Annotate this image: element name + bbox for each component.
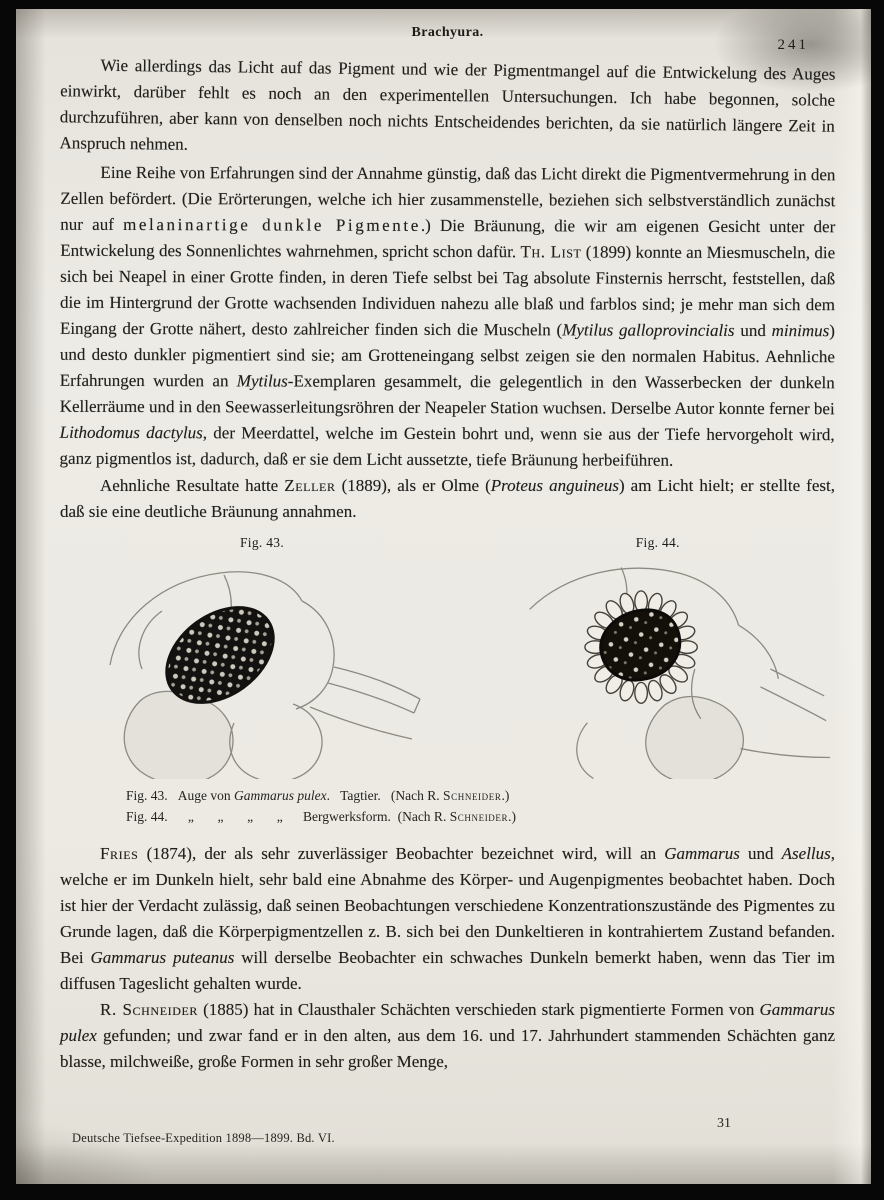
figure-caption: Fig. 43. Auge von Gammarus pulex. Tagtier. (Nach R. Schneider.) [126, 788, 510, 803]
figure-43-label: Fig. 43. [239, 535, 285, 550]
paragraph: R. Schneider (1885) hat in Clausthaler Schächten verschieden stark pigmentierte Formen von Gammarus pulex gefunden; und zwar fand er in den alten, aus dem 16. und 17. Jahrhundert stammenden Schächten ganz blasse, milchweiße, große Formen in sehr großer Menge, [60, 1000, 836, 1071]
figure-44 [470, 535, 846, 779]
figure-44-label: Fig. 44. [635, 535, 680, 550]
page-content [16, 9, 871, 1075]
figure-43 [78, 535, 446, 779]
paragraph: Aehnliche Resultate hatte Zeller (1889), als er Olme (Proteus anguineus) am Licht hielt; er stellte fest, daß sie eine deutliche Bräunung annahmen. [60, 476, 835, 521]
body-text-upper [60, 57, 835, 525]
figure-43-drawing [78, 553, 446, 779]
paragraph: Wie allerdings das Licht auf das Pigment und wie der Pigmentmangel auf die Entwickelung des Auges einwirkt, darüber fehlt es noch an den experimentellen Untersuchungen. Ich habe begonnen, solche durchzuführen, aber kann von denselben noch nichts Entscheidendes berichten, da sie natürlich längere Zeit in Anspruch nehmen. [59, 55, 836, 154]
figures-block [60, 535, 835, 779]
figure-44-drawing [470, 553, 848, 779]
page-number: 241 [777, 37, 809, 53]
page-header [60, 21, 835, 57]
figure-caption: Fig. 44. „ „ „ „ Bergwerksform. (Nach R. Schneider.) [126, 809, 516, 824]
paragraph: Fries (1874), der als sehr zuverlässiger Beobachter bezeichnet wird, will an Gammarus und Asellus, welche er im Dunkeln hielt, sehr bald eine Abnahme des Körper- und Augenpigmentes beobachtet haben. Doch ist hier der Verdacht zulässig, daß seinen Beobachtungen verschiedene Konzentrationszustände des Pigmentes zu Grunde lagen, daß die Körperpigmentzellen z. B. sich bei den Dunkeltieren in kontrahiertem Zustand befanden. Bei Gammarus puteanus will derselbe Beobachter ein schwaches Dunkeln bemerkt haben, wenn das Tier im diffusen Tageslicht gehalten wurde. [60, 844, 836, 993]
running-head: Brachyura. [411, 25, 484, 40]
figure-captions [126, 785, 835, 827]
body-text-lower [60, 841, 835, 1075]
book-page [16, 9, 871, 1184]
paragraph: Eine Reihe von Erfahrungen sind der Annahme günstig, daß das Licht direkt die Pigmentvermehrung in den Zellen befördert. (Die Erörterungen, welche ich hier zusammenstelle, beziehen sich selbstverständlich zunächst nur auf melaninartige dunkle Pigmente.) Die Bräunung, die wir am eigenen Gesicht unter der Entwickelung des Sonnenlichtes wahrnehmen, spricht schon dafür. Th. List (1899) konnte an Miesmuscheln, die sich bei Neapel in einer Grotte finden, in deren Tiefe selbst bei Tag absolute Finsternis herrscht, feststellen, daß die im Hintergrund der Grotte wachsenden Individuen nahezu alle blaß und farblos sind; je mehr man sich dem Eingang der Grotte nähert, desto zahlreicher finden sich die Muscheln (Mytilus galloprovincialis und minimus) und desto dunkler pigmentiert sind sie; am Grotteneingang selbst zeigen sie den normalen Habitus. Aehnliche Erfahrungen wurden an Mytilus-Exemplaren gesammelt, die gelegentlich in den Wasserbecken der dunkeln Kellerräume und in den Seewasserleitungsröhren der Neapeler Station wuchsen. Derselbe Autor konnte ferner bei Lithodomus dactylus, der Meerdattel, welche im Gestein bohrt und, wenn sie aus der Tiefe hervorgeholt wird, ganz pigmentlos ist, dadurch, daß er sie dem Licht aussetzte, tiefe Bräunung herbeiführen. [59, 162, 836, 470]
signature-mark: 31 [717, 1116, 731, 1131]
imprint: Deutsche Tiefsee-Expedition 1898—1899. Bd. VI. [72, 1131, 335, 1145]
